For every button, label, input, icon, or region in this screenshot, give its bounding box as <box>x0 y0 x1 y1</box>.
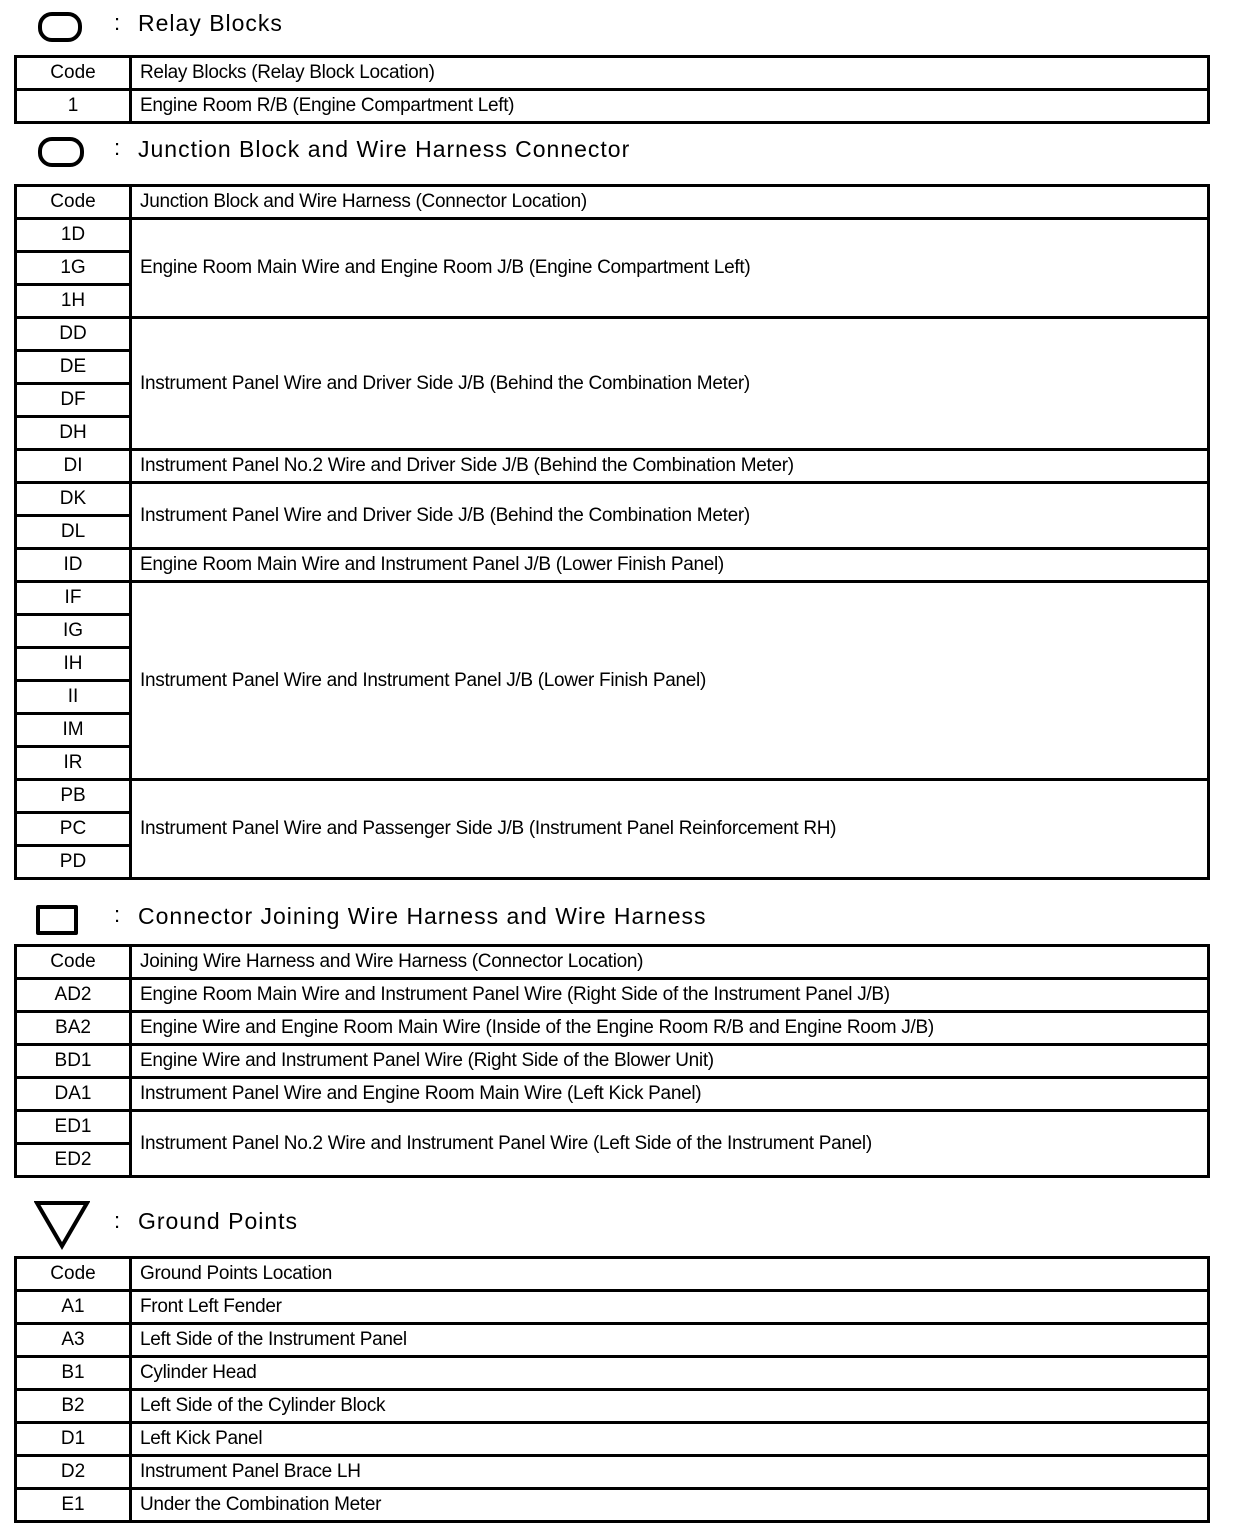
code-cell: PB <box>60 785 86 806</box>
description-cell: Instrument Panel No.2 Wire and Instrument Panel Wire (Left Side of the Instrument Panel) <box>140 1132 872 1154</box>
description-cell: Left Side of the Instrument Panel <box>140 1329 407 1350</box>
table-row <box>17 1388 1207 1421</box>
code-cell: BA2 <box>55 1017 91 1038</box>
code-header: Code <box>50 1263 96 1284</box>
code-cell: B2 <box>61 1395 85 1416</box>
table-row <box>17 481 1207 547</box>
code-cell: DH <box>17 415 129 448</box>
relay-blocks-table <box>14 55 1210 124</box>
table-row <box>17 1043 1207 1076</box>
code-cell: BD1 <box>54 1050 92 1071</box>
code-cell: DK <box>59 488 87 509</box>
code-cell: A3 <box>61 1329 85 1350</box>
description-cell: Front Left Fender <box>140 1296 282 1317</box>
description-header: Ground Points Location <box>140 1263 332 1284</box>
description-cell: Instrument Panel Brace LH <box>140 1461 361 1482</box>
description-cell: Instrument Panel Wire and Passenger Side J/B (Instrument Panel Reinforcement RH) <box>140 818 837 839</box>
description-cell: Engine Room Main Wire and Instrument Panel J/B (Lower Finish Panel) <box>140 554 724 575</box>
code-cell: II <box>17 679 129 712</box>
table-row <box>17 1454 1207 1487</box>
code-cell: 1G <box>17 250 129 283</box>
table-row <box>17 1010 1207 1043</box>
description-header: Relay Blocks (Relay Block Location) <box>140 62 435 83</box>
description-cell: Cylinder Head <box>140 1362 257 1383</box>
code-cell: E1 <box>61 1494 85 1515</box>
code-cell: IG <box>17 613 129 646</box>
section-heading-ground-points <box>0 1198 1248 1238</box>
code-cell: AD2 <box>54 984 92 1005</box>
table-row <box>17 580 1207 778</box>
code-cell: ID <box>63 554 83 575</box>
code-cell: 1 <box>67 95 79 116</box>
code-cell: DF <box>17 382 129 415</box>
code-cell: ED2 <box>17 1142 129 1175</box>
connector-joining-table <box>14 944 1210 1178</box>
table-row <box>17 778 1207 877</box>
section-title: Relay Blocks <box>138 10 283 36</box>
section-title: Ground Points <box>138 1208 299 1234</box>
ground-points-table <box>14 1256 1210 1523</box>
description-header: Junction Block and Wire Harness (Connector Location) <box>140 191 587 212</box>
table-row <box>17 1355 1207 1388</box>
table-header-row <box>17 58 1207 88</box>
code-cell: DD <box>59 323 87 344</box>
code-cell: IR <box>17 745 129 778</box>
description-cell: Engine Room Main Wire and Engine Room J/B (Engine Compartment Left) <box>140 257 751 278</box>
rounded-rectangle-icon <box>38 137 84 167</box>
table-row <box>17 1322 1207 1355</box>
code-cell: IM <box>17 712 129 745</box>
table-row <box>17 1421 1207 1454</box>
colon: : <box>114 902 121 927</box>
description-cell: Left Side of the Cylinder Block <box>140 1395 386 1416</box>
code-header: Code <box>50 62 96 83</box>
table-row <box>17 547 1207 580</box>
rectangle-icon <box>36 905 78 935</box>
section-heading-connector-joining <box>0 897 1248 937</box>
description-cell: Instrument Panel Wire and Driver Side J/B (Behind the Combination Meter) <box>140 372 750 394</box>
code-cell: D2 <box>60 1461 86 1482</box>
table-header-row <box>17 947 1207 977</box>
code-cell: IF <box>64 587 82 608</box>
code-cell: DE <box>17 349 129 382</box>
section-heading-junction-block <box>0 130 1248 170</box>
code-cell: B1 <box>61 1362 85 1383</box>
description-cell: Instrument Panel No.2 Wire and Driver Side J/B (Behind the Combination Meter) <box>140 455 794 476</box>
description-cell: Instrument Panel Wire and Instrument Panel J/B (Lower Finish Panel) <box>140 669 706 691</box>
colon: : <box>114 135 121 160</box>
colon: : <box>114 1208 121 1233</box>
triangle-down-icon <box>34 1200 90 1250</box>
code-cell: A1 <box>61 1296 85 1317</box>
table-row <box>17 977 1207 1010</box>
code-cell: IH <box>17 646 129 679</box>
description-cell: Engine Wire and Instrument Panel Wire (Right Side of the Blower Unit) <box>140 1050 714 1071</box>
description-cell: Instrument Panel Wire and Engine Room Main Wire (Left Kick Panel) <box>140 1083 702 1104</box>
table-row <box>17 316 1207 448</box>
table-row <box>17 217 1207 316</box>
table-row <box>17 1109 1207 1175</box>
code-cell: DA1 <box>54 1083 92 1104</box>
description-cell: Engine Wire and Engine Room Main Wire (Inside of the Engine Room R/B and Engine Room J/B) <box>140 1017 934 1038</box>
code-cell: DI <box>63 455 83 476</box>
code-cell: D1 <box>60 1428 86 1449</box>
description-cell: Engine Room R/B (Engine Compartment Left) <box>140 95 515 116</box>
section-title: Junction Block and Wire Harness Connector <box>138 136 631 162</box>
junction-block-table <box>14 184 1210 880</box>
code-header: Code <box>50 951 96 972</box>
code-cell: DL <box>17 514 129 547</box>
code-cell: ED1 <box>54 1116 92 1137</box>
table-row <box>17 88 1207 121</box>
table-row <box>17 1289 1207 1322</box>
code-header: Code <box>50 191 96 212</box>
description-cell: Left Kick Panel <box>140 1428 263 1449</box>
table-row <box>17 1487 1207 1520</box>
rounded-rectangle-icon <box>38 12 82 42</box>
section-heading-relay-blocks <box>0 4 1248 44</box>
table-row <box>17 1076 1207 1109</box>
description-cell: Instrument Panel Wire and Driver Side J/B (Behind the Combination Meter) <box>140 504 750 526</box>
description-header: Joining Wire Harness and Wire Harness (Connector Location) <box>140 951 644 972</box>
code-cell: 1H <box>17 283 129 316</box>
code-cell: 1D <box>60 224 86 245</box>
table-header-row <box>17 1259 1207 1289</box>
table-header-row <box>17 187 1207 217</box>
description-cell: Under the Combination Meter <box>140 1494 382 1515</box>
description-cell: Engine Room Main Wire and Instrument Panel Wire (Right Side of the Instrument Panel J/B) <box>140 984 890 1005</box>
code-cell: PC <box>17 811 129 844</box>
code-cell: PD <box>17 844 129 877</box>
section-title: Connector Joining Wire Harness and Wire Harness <box>138 903 707 929</box>
colon: : <box>114 10 121 35</box>
table-row <box>17 448 1207 481</box>
